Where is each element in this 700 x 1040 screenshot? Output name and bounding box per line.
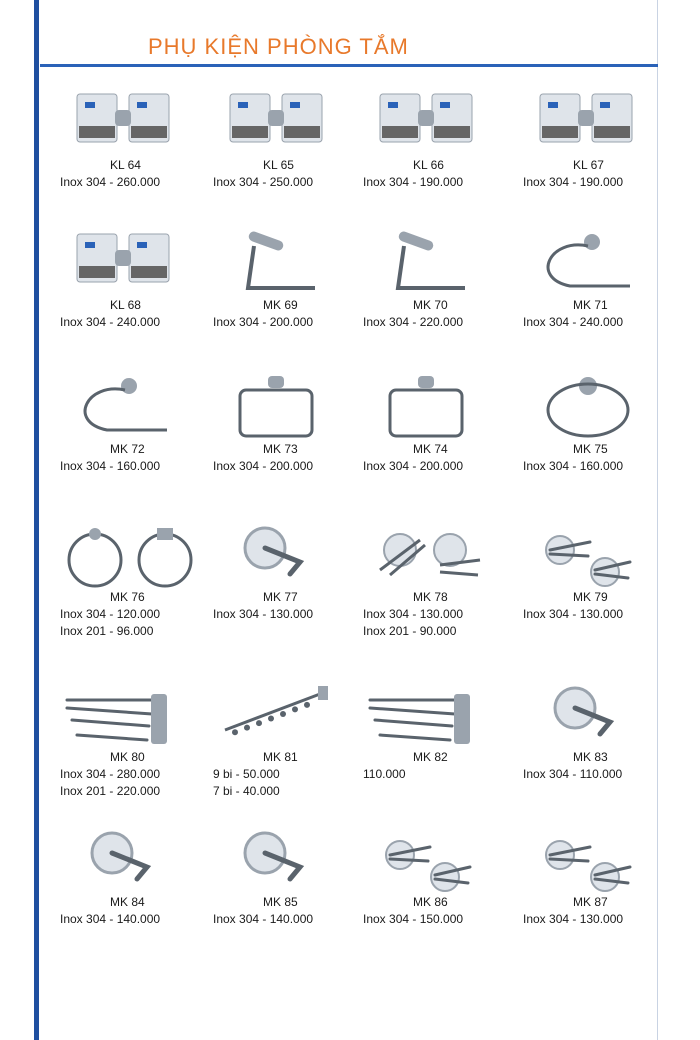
product-item xyxy=(515,88,665,238)
product-price: Inox 304 - 220.000 xyxy=(363,315,464,329)
product-price: Inox 304 - 200.000 xyxy=(213,315,314,329)
product-price: Inox 304 - 240.000 xyxy=(523,315,624,329)
product-price: Inox 304 - 110.000 xyxy=(523,767,623,781)
product-item xyxy=(355,88,505,238)
product-code: MK 78 xyxy=(413,590,448,604)
product-price: Inox 304 - 150.000 xyxy=(363,912,464,926)
double-cup-holder-icon xyxy=(52,228,202,294)
product-item xyxy=(515,825,665,975)
product-code: KL 68 xyxy=(110,298,141,312)
product-price: Inox 304 - 160.000 xyxy=(523,459,624,473)
product-price: Inox 304 - 260.000 xyxy=(60,175,161,189)
swivel-hook-icon xyxy=(355,520,505,586)
towel-bar-holder-icon xyxy=(355,228,505,294)
product-price: Inox 201 - 90.000 xyxy=(363,624,457,638)
double-hook-icon xyxy=(515,520,665,586)
towel-ring-open-icon xyxy=(52,372,202,438)
product-code: MK 72 xyxy=(110,442,145,456)
product-code: MK 76 xyxy=(110,590,145,604)
product-code: MK 83 xyxy=(573,750,608,764)
product-code: MK 77 xyxy=(263,590,298,604)
double-hook-icon xyxy=(355,825,505,891)
product-item xyxy=(52,825,202,975)
product-code: MK 84 xyxy=(110,895,145,909)
product-code: KL 64 xyxy=(110,158,141,172)
product-code: MK 74 xyxy=(413,442,448,456)
product-price: Inox 304 - 120.000 xyxy=(60,607,161,621)
product-code: MK 79 xyxy=(573,590,608,604)
product-item xyxy=(355,228,505,378)
robe-hook-icon xyxy=(52,825,202,891)
product-price: Inox 304 - 130.000 xyxy=(523,607,624,621)
round-towel-ring-icon xyxy=(52,520,202,586)
product-item xyxy=(52,520,202,670)
product-price: Inox 201 - 220.000 xyxy=(60,784,161,798)
product-price: 110.000 xyxy=(363,767,406,781)
square-towel-ring-icon xyxy=(355,372,505,438)
robe-hook-icon xyxy=(205,825,355,891)
product-price: Inox 304 - 130.000 xyxy=(213,607,314,621)
swing-towel-bar-icon xyxy=(52,680,202,746)
product-code: MK 87 xyxy=(573,895,608,909)
page-title: PHỤ KIỆN PHÒNG TẮM xyxy=(148,34,409,59)
double-cup-holder-icon xyxy=(515,88,665,154)
product-code: MK 80 xyxy=(110,750,145,764)
product-price: Inox 304 - 190.000 xyxy=(523,175,624,189)
product-item xyxy=(205,680,355,830)
product-code: MK 82 xyxy=(413,750,448,764)
product-price: 7 bi - 40.000 xyxy=(213,784,280,798)
product-code: MK 86 xyxy=(413,895,448,909)
left-accent-bar xyxy=(34,0,39,1040)
product-price: Inox 201 - 96.000 xyxy=(60,624,154,638)
product-code: MK 75 xyxy=(573,442,608,456)
double-cup-holder-icon xyxy=(355,88,505,154)
product-price: Inox 304 - 250.000 xyxy=(213,175,314,189)
towel-ring-open-icon xyxy=(515,228,665,294)
product-item xyxy=(515,520,665,670)
product-code: MK 81 xyxy=(263,750,298,764)
product-item xyxy=(515,372,665,522)
title-underline xyxy=(40,64,658,67)
product-price: Inox 304 - 240.000 xyxy=(60,315,161,329)
product-item xyxy=(515,228,665,378)
product-item xyxy=(355,680,505,830)
double-cup-holder-icon xyxy=(52,88,202,154)
product-price: Inox 304 - 190.000 xyxy=(363,175,464,189)
square-towel-ring-icon xyxy=(205,372,355,438)
product-item xyxy=(205,520,355,670)
product-item xyxy=(515,680,665,830)
hook-rail-icon xyxy=(205,680,355,746)
product-price: Inox 304 - 140.000 xyxy=(213,912,314,926)
product-code: MK 69 xyxy=(263,298,298,312)
product-price: Inox 304 - 160.000 xyxy=(60,459,161,473)
product-code: KL 65 xyxy=(263,158,294,172)
product-price: Inox 304 - 140.000 xyxy=(60,912,161,926)
robe-hook-icon xyxy=(515,680,665,746)
product-item xyxy=(52,88,202,238)
product-price: Inox 304 - 280.000 xyxy=(60,767,161,781)
product-item xyxy=(52,680,202,830)
product-item xyxy=(205,372,355,522)
towel-bar-holder-icon xyxy=(205,228,355,294)
product-item xyxy=(355,372,505,522)
product-code: KL 67 xyxy=(573,158,604,172)
product-item xyxy=(52,372,202,522)
double-cup-holder-icon xyxy=(205,88,355,154)
product-price: Inox 304 - 130.000 xyxy=(363,607,464,621)
product-code: MK 85 xyxy=(263,895,298,909)
product-item xyxy=(205,825,355,975)
robe-hook-icon xyxy=(205,520,355,586)
product-item xyxy=(355,825,505,975)
swing-towel-bar-icon xyxy=(355,680,505,746)
product-code: MK 73 xyxy=(263,442,298,456)
product-item xyxy=(355,520,505,670)
double-hook-icon xyxy=(515,825,665,891)
product-price: Inox 304 - 200.000 xyxy=(213,459,314,473)
product-price: 9 bi - 50.000 xyxy=(213,767,280,781)
product-code: MK 71 xyxy=(573,298,608,312)
product-item xyxy=(205,88,355,238)
product-price: Inox 304 - 130.000 xyxy=(523,912,624,926)
product-code: KL 66 xyxy=(413,158,444,172)
product-item xyxy=(52,228,202,378)
product-item xyxy=(205,228,355,378)
product-code: MK 70 xyxy=(413,298,448,312)
product-price: Inox 304 - 200.000 xyxy=(363,459,464,473)
oval-towel-ring-icon xyxy=(515,372,665,438)
